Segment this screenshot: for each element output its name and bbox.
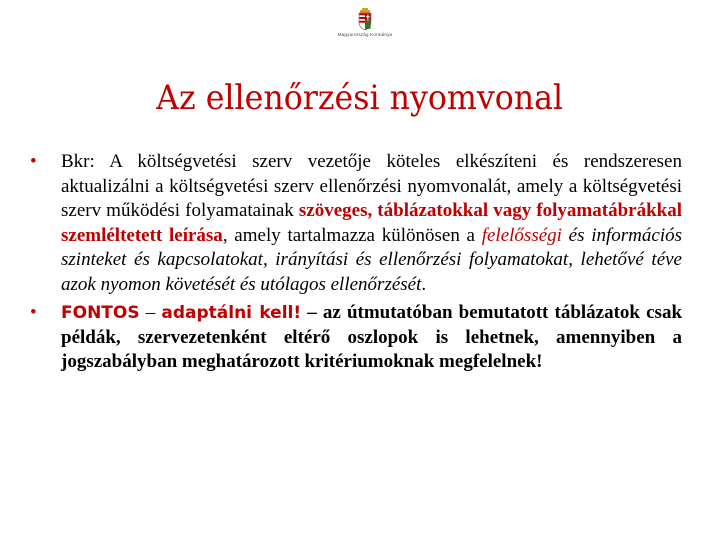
bullet-1-emphasis: szöveges, táblázatokkal vagy folyamatábrákkal szemléltetett leírása [61,200,682,246]
bullet-1-text-cont: , amely tartalmazza különösen a [222,224,482,246]
bullet-1-italic-text: és információs szinteket és kapcsolatokat, irányítási és ellenőrzési folyamatokat, lehetővé téve azok nyomon követését és utólagos ellenőrzését [61,224,682,295]
bullet-2-text: – az útmutatóban bemutatott táblázatok csak példák, szervezetenként eltérő oszlopok is lehetnek, amennyiben a jogszabályban meghatározott kritériumoknak megfelelnek! [61,302,683,372]
bullet-1-period: . [421,273,427,295]
bullet-2-dash: – [139,302,162,323]
bullet-1-text: Bkr: A költségvetési szerv vezetője köteles elkészíteni és rendszeresen aktualizálni a költségvetési szerv ellenőrzési nyomvonalát, amely a költségvetési szerv működési folyamatainak [61,151,682,221]
bullet-item-bkr [30,150,682,297]
crest-caption: Magyarország Kormánya [337,32,393,37]
bullet-dot-icon: • [30,302,37,323]
slide-title: Az ellenőrzési nyomvonal [156,78,564,118]
bullet-2-adapt: adaptálni kell! [161,303,302,323]
bullet-2-fontos: FONTOS [61,303,140,323]
bullet-item-fontos [30,301,682,375]
bullet-dot-icon: • [30,151,37,172]
bullet-list [30,150,682,379]
bullet-1-responsibility: felelősségi [481,224,562,246]
coat-of-arms-icon [358,8,372,30]
